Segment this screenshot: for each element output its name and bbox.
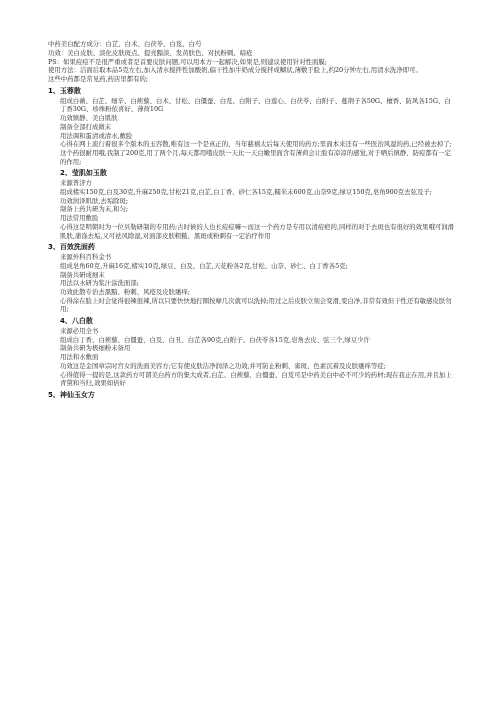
intro-note: 这些中药都是常见药,药店里都有的; [48,74,149,83]
section-title: 5、神仙玉女方 [48,390,95,399]
section-line: 功效此散专治去黑黯、粉刺、风疮及皮肤瘙痒; [60,288,190,297]
section-line: 组成白薇、白芷、细辛、白蒺藜、白术、甘松、白僵蚕、白芨、白附子、白莲心、白茯苓、白附子、蔓荆子各50G、檀香、防风各15G、白丁香30G、珍珠粉依喜好、薄荷10G [60,96,451,114]
section-line: 用法以水研为浆汁涂洗面部; [60,279,139,288]
section-line: 用法调和蛋清或清水,敷脸 [60,131,133,140]
section-line: 来源普济方 [60,179,92,188]
section-title: 4、八白散 [60,317,93,326]
section-line: 制备全部打成微末 [60,122,112,131]
section-line: 用法和水敷面 [60,353,99,362]
section-line: 来源必用全书 [60,327,99,336]
section-line: 功效镇静、美白肌肤 [60,113,118,122]
section-title: 1、玉蓉散 [48,86,81,95]
section-line: 心得值得一提的是,这款药方可谓美白药方的集大成者,白芷、白蒺藜、白僵蚕、白芨可是中药美白中必不可少的药材;现在我正在用,并且加上青黛和当归,效果如倍好 [60,370,452,388]
section-line: 制备共研成细末 [60,270,105,279]
section-title: 3、百效洗面药 [48,243,95,252]
section-line: 来源外科百科金书 [60,253,112,262]
section-line: 组成楮实150克,白及30克,升麻250克,甘松21克,白芷,白丁香、砂仁各15克,糯米末600克,山奈9克,绿豆150克,皂角900克去弦及子; [60,187,432,196]
intro-ps: PS：如果痘痘不是很严重或者是首要皮肤问题,可以用本方一起解决,如果是,则建议使用针对性面膜; [48,57,327,66]
section-line: 制备共研为极细粉末备用 [60,344,131,353]
section-line: 用法常用敷脸 [60,214,99,223]
section-line: 功效润泽肌肤,去垢除斑; [60,196,129,205]
section-line: 心得这是明朝时为一位贝勒研制的专用药;古时候的人也长痘痘嘛～而这一个药方是专用以清痘疤的,同样的对于去斑也有很好的效果哦可润滑肌肤,蒲涤去垢,又可祛风除湿,对面部皮肤粗糙、黑斑或粉刺有一定治疗作用 [60,222,455,240]
section-line: 组成白丁香、白蒺藜、白僵蚕、白及、白丑、白芷各90克,白附子、白茯苓各15克,皂角去皮、弦三个,绿豆少许 [60,335,370,344]
intro-formula: 中药美白配方成分：白芷、白术、白茯苓、白芨、白芍 [48,40,202,48]
section-line: 组成皂角60克,升麻16克,楮实10克,绿豆、白及、白芷,天花粉各2克,甘松、山奈、砂仁、白丁香各5克; [60,261,348,270]
section-title: 2、莹肌如玉散 [60,169,107,178]
section-line: 功效这是金国章宗时宫女的洗面美容方;它有使皮肤洁净润泽之功效,并可防止粉刺、雀斑、色素沉着及皮肤瘙痒等症; [60,362,386,371]
section-line: 心得涂在脸上时会觉得很辣很辣,所以只要快快地打圈按摩几次就可以洗掉;用过之后皮肤立刻会变滑,变白净,非常有效但干性还有敏感皮肤勿用; [60,296,452,314]
intro-effect: 功效：美白皮肤、淡化皮肤斑点、提亮黯淡、发黄肤色、对抗粉刺、暗疮 [48,48,253,57]
section-line: 制备上药共研为末,和匀; [60,205,129,214]
section-line: 心得在网上流行着很多个版本的玉容散,唯有这一个是真正的、当年慈禧太后每天使用的药方;里面本来还有一些医治风湿的药,已经被去掉了;这个药很耐用哦,我制了200克,用了两个月,每天都用哦皮肤一天比一天白嫩里面含有薄荷会让脸有凉凉的感觉,对于晒后镇静、防痘都有一定的作用; [60,140,452,166]
intro-usage: 使用方法：洁面后取本品5克左右,加入清水搅拌性加酸奶,偏干性加牛奶成分搅拌成糊状,薄敷于脸上,约20分钟左右,用清水洗净即可。 [48,66,422,75]
